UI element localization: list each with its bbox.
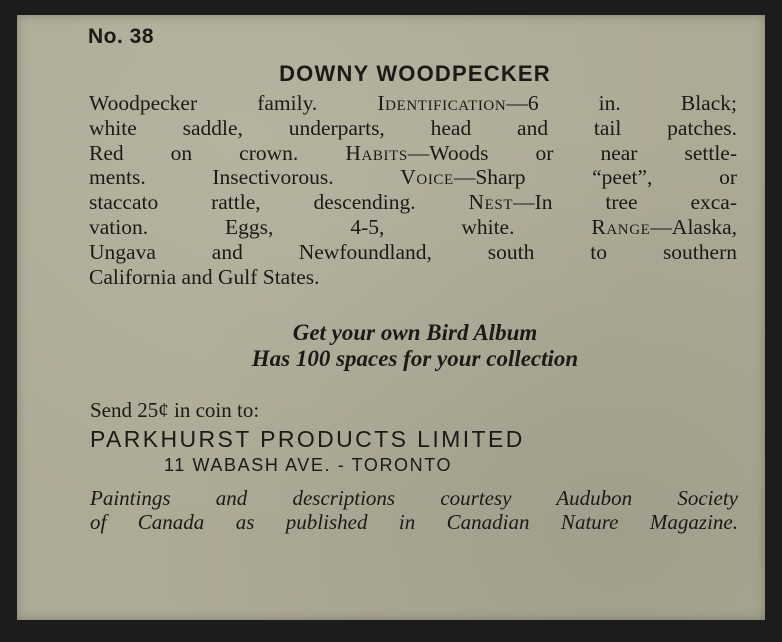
description-line: Red on crown. Habits—Woods or near settle- xyxy=(89,140,738,165)
nest-heading: Nest xyxy=(468,190,514,215)
range-heading: Range xyxy=(591,214,651,239)
description-line: California and Gulf States. xyxy=(89,264,320,289)
identification-heading: Identification xyxy=(377,91,507,115)
promo-line-2: Has 100 spaces for your collection xyxy=(251,346,579,371)
description-line: ments. Insectivorous. Voice—Sharp “peet”, or xyxy=(89,165,737,190)
description-line: white saddle, underparts, head and tail patches. xyxy=(89,115,737,140)
credit-line-2: of Canada as published in Canadian Nature Magazine. xyxy=(90,510,738,534)
company-name: PARKHURST PRODUCTS LIMITED xyxy=(90,426,525,452)
card-number: No. 38 xyxy=(88,25,155,48)
description-line: Ungava and Newfoundland, south to southern xyxy=(89,239,737,264)
company-address: 11 WABASH AVE. - TORONTO xyxy=(164,455,453,475)
voice-heading: Voice xyxy=(400,165,454,190)
bird-description xyxy=(89,91,737,289)
send-instructions: Send 25¢ in coin to: xyxy=(90,398,260,422)
card-title: DOWNY WOODPECKER xyxy=(279,61,551,86)
description-line: vation. Eggs, 4-5, white. Range—Alaska, xyxy=(89,214,737,239)
habits-heading: Habits xyxy=(345,140,408,165)
promo-line-1: Get your own Bird Album xyxy=(292,320,538,345)
trading-card xyxy=(17,15,765,620)
description-line: Woodpecker family. Identification—6 in. Black; xyxy=(89,91,737,115)
description-line: staccato rattle, descending. Nest—In tree exca- xyxy=(89,190,737,215)
credit-line-1: Paintings and descriptions courtesy Audubon Society xyxy=(90,486,738,510)
